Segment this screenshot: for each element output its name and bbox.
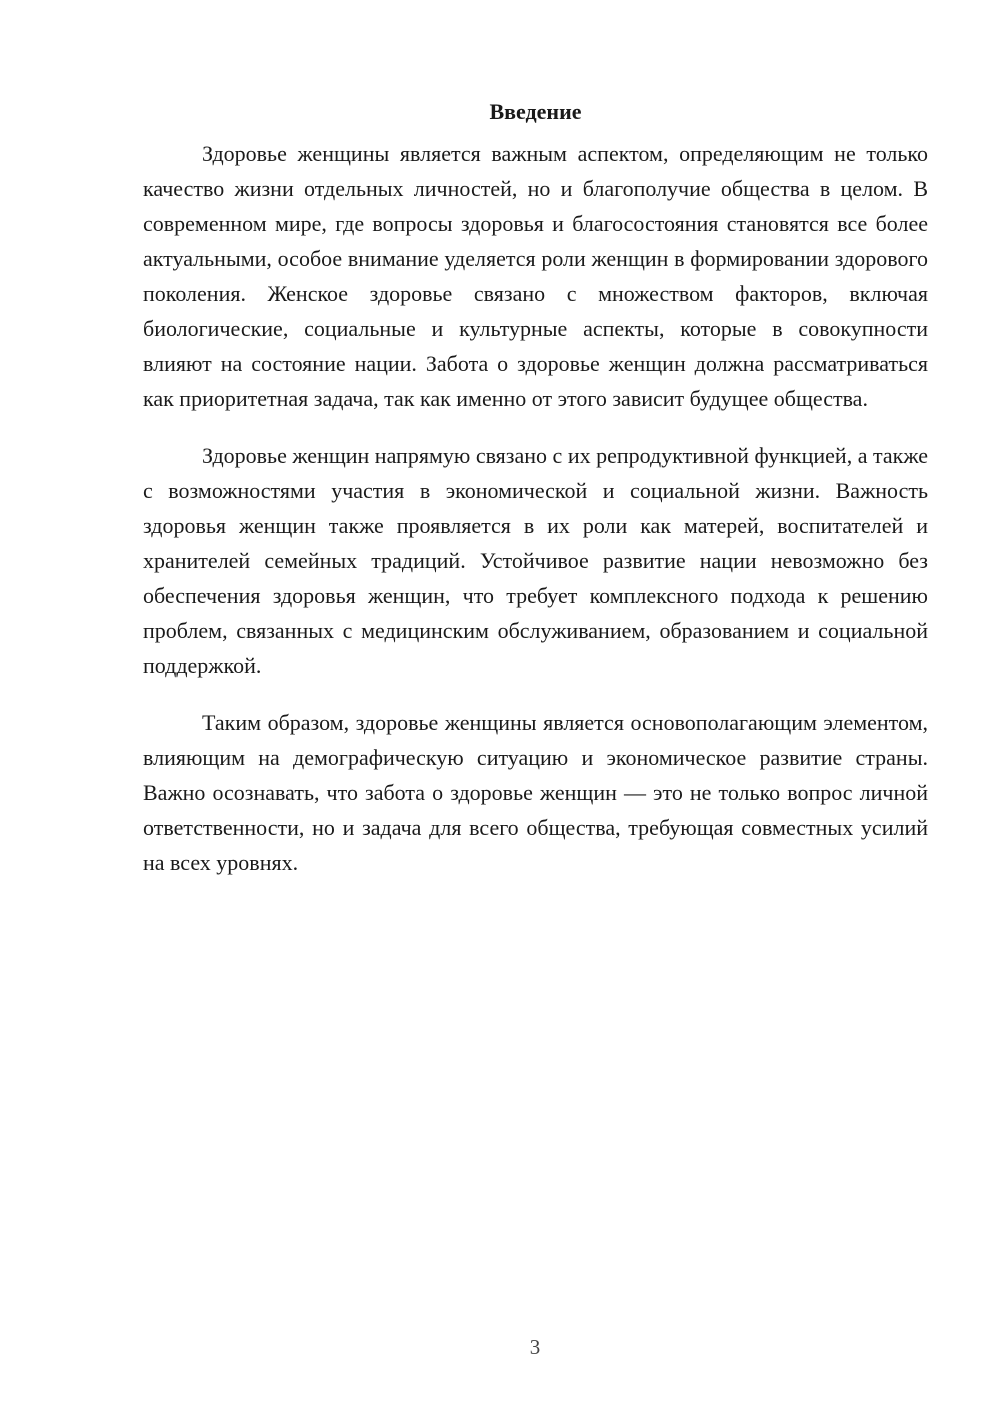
- paragraph-3: Таким образом, здоровье женщины является основополагающим элементом, влияющим на демографическую ситуацию и экономическое развитие страны. Важно осознавать, что забота о здоровье женщин — это не только вопрос личной ответственности, но и задача для всего общества, требующая совместных усилий на всех уровнях.: [143, 710, 928, 875]
- page-number: 3: [529, 1335, 541, 1359]
- section-title: Введение: [489, 99, 582, 124]
- paragraph-1: Здоровье женщины является важным аспектом, определяющим не только качество жизни отдельных личностей, но и благополучие общества в целом. В современном мире, где вопросы здоровья и благосостояния становятся все более актуальными, особое внимание уделяется роли женщин в формировании здорового поколения. Женское здоровье связано с множеством факторов, включая биологические, социальные и культурные аспекты, которые в совокупности влияют на состояние нации. Забота о здоровье женщин должна рассматриваться как приоритетная задача, так как именно от этого зависит будущее общества.: [143, 141, 928, 411]
- paragraph-2: Здоровье женщин напрямую связано с их репродуктивной функцией, а также с возможностями участия в экономической и социальной жизни. Важность здоровья женщин также проявляется в их роли как матерей, воспитателей и хранителей семейных традиций. Устойчивое развитие нации невозможно без обеспечения здоровья женщин, что требует комплексного подхода к решению проблем, связанных с медицинским обслуживанием, образованием и социальной поддержкой.: [143, 443, 928, 678]
- page-content: [143, 96, 928, 880]
